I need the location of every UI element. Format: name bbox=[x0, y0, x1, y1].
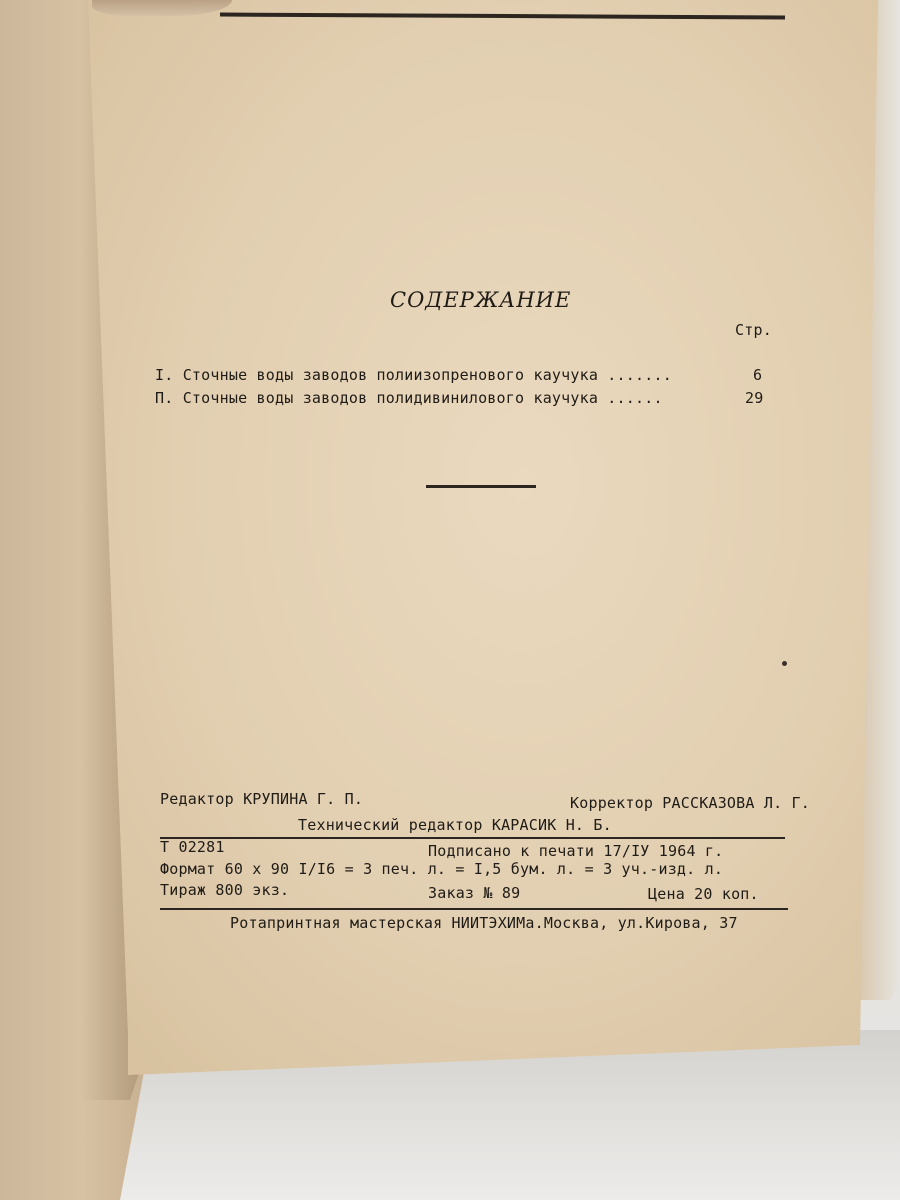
printer-info: Ротапринтная мастерская НИИТЭХИМа.Москва, ул.Кирова, 37 bbox=[230, 914, 738, 932]
publication-code: Т 02281 bbox=[160, 838, 225, 856]
toc-entry-page: 29 bbox=[745, 389, 764, 407]
toc-page-column-header: Стр. bbox=[735, 321, 772, 339]
price: Цена 20 коп. bbox=[648, 885, 759, 903]
imprint-bottom-rule bbox=[160, 908, 788, 910]
toc-entry-label: I. Сточные воды заводов полиизопренового каучука ....... bbox=[155, 366, 672, 384]
toc-entry bbox=[155, 389, 770, 409]
toc-title: СОДЕРЖАНИЕ bbox=[390, 288, 572, 312]
proofreader-credit: Корректор РАССКАЗОВА Л. Г. bbox=[570, 794, 810, 812]
imprint-top-rule bbox=[160, 837, 785, 839]
ink-speck bbox=[782, 661, 787, 666]
toc-entry-label: П. Сточные воды заводов полидивинилового каучука ...... bbox=[155, 389, 663, 407]
circulation: Тираж 800 экз. bbox=[160, 881, 290, 899]
format-details: Формат 60 х 90 I/I6 = 3 печ. л. = I,5 бум. л. = 3 уч.-изд. л. bbox=[160, 860, 724, 878]
toc-entry bbox=[155, 366, 770, 386]
section-divider bbox=[426, 485, 536, 488]
toc-entry-page: 6 bbox=[753, 366, 763, 384]
editor-credit: Редактор КРУПИНА Г. П. bbox=[160, 790, 364, 808]
order-number: Заказ № 89 bbox=[428, 884, 521, 902]
technical-editor-credit: Технический редактор КАРАСИК Н. Б. bbox=[298, 816, 612, 834]
signed-to-print: Подписано к печати 17/IУ 1964 г. bbox=[428, 842, 724, 860]
